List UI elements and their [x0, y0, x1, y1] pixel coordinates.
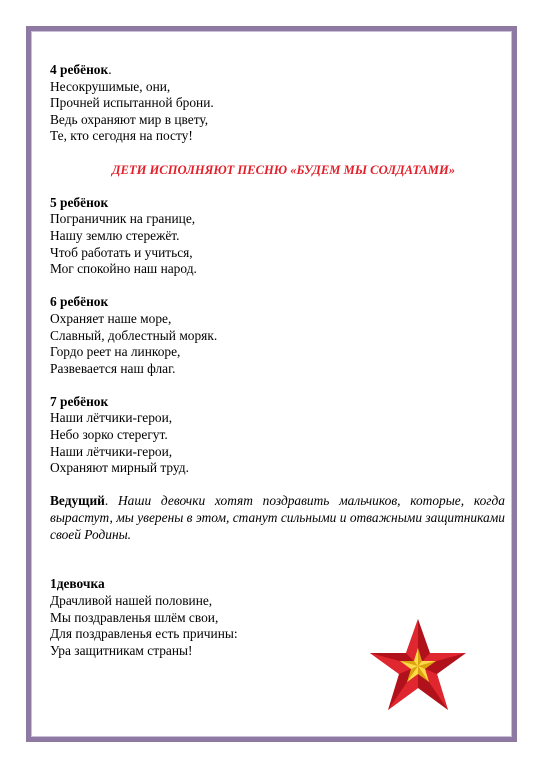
verse-heading-dot: . — [108, 62, 112, 77]
verse-line: Охраняют мирный труд. — [50, 460, 189, 476]
verse-line: Мы поздравленья шлём свои, — [50, 609, 219, 625]
verse-line: Для поздравленья есть причины: — [50, 626, 238, 642]
verse-line: Небо зорко стерегут. — [50, 427, 168, 443]
verse-line: Развевается наш флаг. — [50, 360, 176, 376]
verse-line: Охраняет наше море, — [50, 310, 172, 326]
host-text: Наши девочки хотят поздравить мальчиков, которые, когда вырастут, мы уверены в этом, станут сильными и отважными защитниками своей Родины. — [50, 493, 505, 542]
verse-line: Пограничник на границе, — [50, 211, 196, 227]
verse-child-6 — [50, 294, 505, 377]
host-label: Ведущий — [50, 493, 105, 509]
verse-heading: 5 ребёнок — [50, 194, 109, 210]
verse-line: Мог спокойно наш народ. — [50, 261, 197, 277]
red-star-icon — [368, 616, 468, 716]
document-body — [50, 62, 505, 659]
verse-line: Чтоб работать и учиться, — [50, 244, 193, 260]
verse-line: Ведь охраняют мир в цвету, — [50, 111, 209, 127]
verse-line: Ура защитникам страны! — [50, 642, 193, 658]
verse-heading: 7 ребёнок — [50, 393, 109, 409]
song-direction: ДЕТИ ИСПОЛНЯЮТ ПЕСНЮ «БУДЕМ МЫ СОЛДАТАМИ» — [111, 162, 456, 177]
verse-line: Нашу землю стережёт. — [50, 227, 180, 243]
verse-line: Драчливой нашей половине, — [50, 593, 213, 608]
verse-line: Наши лётчики-герои, — [50, 410, 173, 426]
verse-heading: 1девочка — [50, 576, 105, 592]
verse-line: Несокрушимые, они, — [50, 78, 171, 94]
verse-child-7 — [50, 394, 505, 477]
host-remark: Ведущий. Наши девочки хотят поздравить мальчиков, которые, когда вырастут, мы уверены в этом, станут сильными и отважными защитниками своей Родины. — [50, 493, 505, 542]
verse-line: Наши лётчики-герои, — [50, 443, 173, 459]
verse-heading: 4 ребёнок — [50, 62, 109, 77]
verse-heading: 6 ребёнок — [50, 294, 109, 310]
verse-line: Те, кто сегодня на посту! — [50, 128, 193, 144]
verse-line: Прочней испытанной брони. — [50, 95, 214, 111]
verse-line: Славный, доблестный моряк. — [50, 327, 218, 343]
verse-line: Гордо реет на линкоре, — [50, 344, 181, 360]
verse-child-5 — [50, 195, 505, 278]
verse-child-4 — [50, 62, 505, 145]
